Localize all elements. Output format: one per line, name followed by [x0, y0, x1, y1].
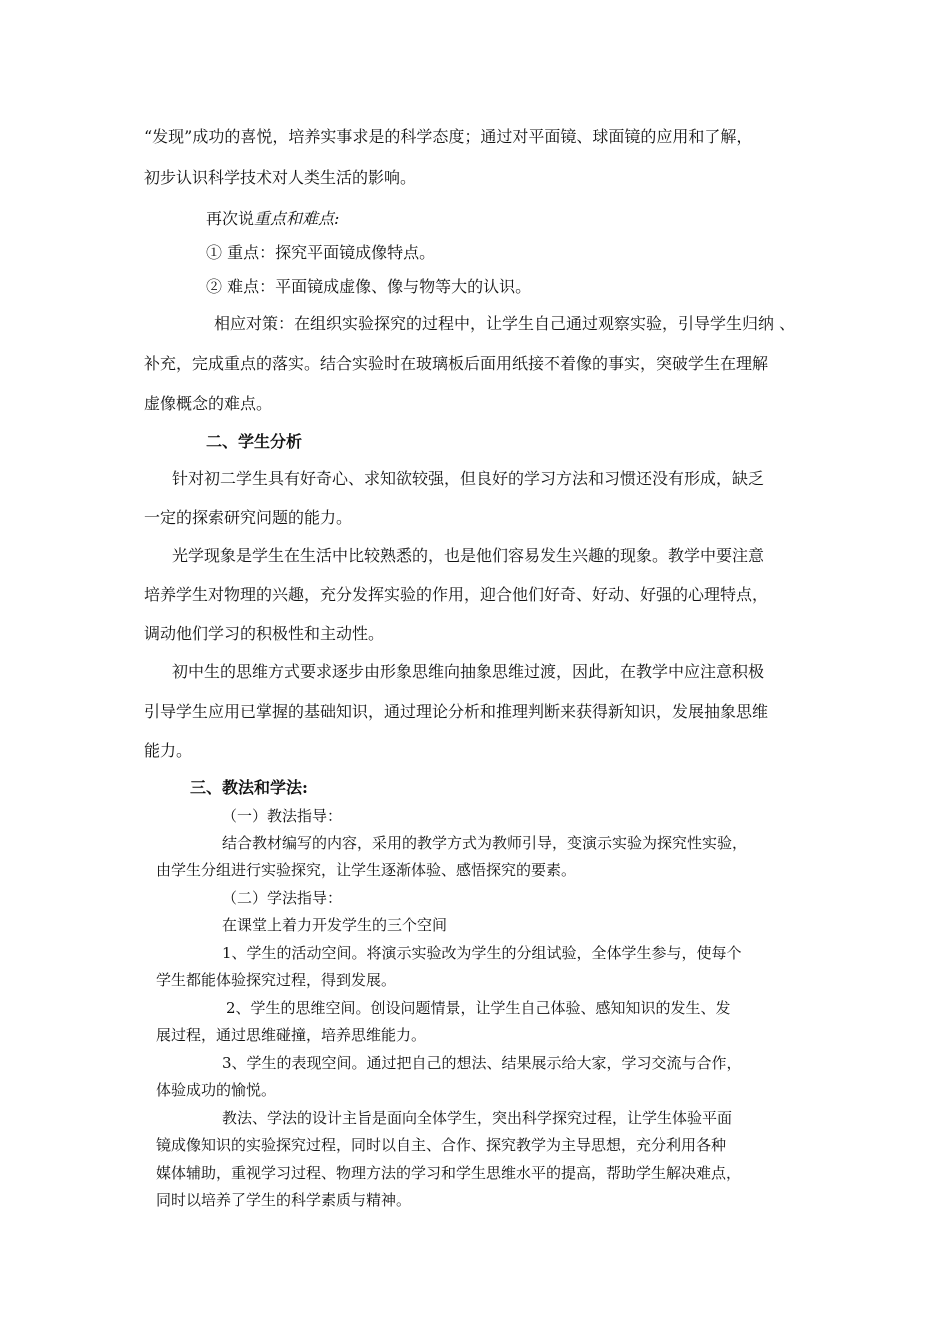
activity-space-line-1: 1、学生的活动空间。将演示实验改为学生的分组试验，全体学生参与，使每个 — [222, 944, 742, 962]
summary-line-4: 同时以培养了学生的科学素质与精神。 — [156, 1191, 412, 1209]
focus-intro-plain: 再次说 — [206, 209, 255, 228]
intro-line-1: “发现”成功的喜悦，培养实事求是的科学态度；通过对平面镜、球面镜的应用和了解， — [144, 127, 753, 146]
strategy-line-3: 虚像概念的难点。 — [144, 394, 273, 413]
learning-method-intro: 在课堂上着力开发学生的三个空间 — [222, 916, 448, 934]
student-analysis-p3-line-1: 初中生的思维方式要求逐步由形象思维向抽象思维过渡，因此，在教学中应注意积极 — [172, 662, 765, 681]
teaching-method-heading: （一）教法指导： — [222, 807, 343, 825]
summary-line-3: 媒体辅助，重视学习过程、物理方法的学习和学生思维水平的提高，帮助学生解决难点， — [156, 1164, 742, 1182]
section-two-heading: 二、学生分析 — [206, 432, 303, 451]
activity-space-line-2: 学生都能体验探究过程，得到发展。 — [156, 971, 397, 989]
student-analysis-p2-line-2: 培养学生对物理的兴趣，充分发挥实验的作用，迎合他们好奇、好动、好强的心理特点， — [144, 585, 769, 604]
student-analysis-p1-line-2: 一定的探索研究问题的能力。 — [144, 508, 353, 527]
summary-line-1: 教法、学法的设计主旨是面向全体学生，突出科学探究过程，让学生体验平面 — [222, 1109, 733, 1127]
expression-space-line-2: 体验成功的愉悦。 — [156, 1081, 277, 1099]
strategy-line-1: 相应对策：在组织实验探究的过程中，让学生自己通过观察实验，引导学生归纳 、 — [214, 314, 796, 333]
student-analysis-p3-line-2: 引导学生应用已掌握的基础知识，通过理论分析和推理判断来获得新知识，发展抽象思维 — [144, 702, 769, 721]
intro-line-2: 初步认识科学技术对人类生活的影响。 — [144, 168, 417, 187]
student-analysis-p3-line-3: 能力。 — [144, 741, 193, 760]
teaching-method-line-2: 由学生分组进行实验探究，让学生逐渐体验、感悟探究的要素。 — [156, 861, 577, 879]
expression-space-line-1: 3、学生的表现空间。通过把自己的想法、结果展示给大家，学习交流与合作， — [222, 1054, 742, 1072]
key-point: ① 重点：探究平面镜成像特点。 — [206, 243, 436, 262]
teaching-method-line-1: 结合教材编写的内容，采用的教学方式为教师引导，变演示实验为探究性实验， — [222, 834, 748, 852]
section-three-heading: 三、教法和学法: — [190, 778, 308, 797]
summary-line-2: 镜成像知识的实验探究过程，同时以自主、合作、探究教学为主导思想，充分利用各种 — [156, 1136, 727, 1154]
focus-intro — [206, 209, 339, 229]
thinking-space-line-2: 展过程，通过思维碰撞，培养思维能力。 — [156, 1026, 427, 1044]
student-analysis-p1-line-1: 针对初二学生具有好奇心、求知欲较强，但良好的学习方法和习惯还没有形成，缺乏 — [172, 469, 765, 488]
thinking-space-line-1: 2、学生的思维空间。创设问题情景，让学生自己体验、感知知识的发生、发 — [226, 999, 731, 1017]
student-analysis-p2-line-1: 光学现象是学生在生活中比较熟悉的，也是他们容易发生兴趣的现象。教学中要注意 — [172, 546, 765, 565]
student-analysis-p2-line-3: 调动他们学习的积极性和主动性。 — [144, 624, 385, 643]
difficulty-point: ② 难点：平面镜成虚像、像与物等大的认识。 — [206, 277, 532, 296]
focus-intro-italic: 重点和难点: — [254, 209, 340, 228]
learning-method-heading: （二）学法指导： — [222, 889, 343, 907]
strategy-line-2: 补充，完成重点的落实。结合实验时在玻璃板后面用纸接不着像的事实，突破学生在理解 — [144, 354, 769, 373]
